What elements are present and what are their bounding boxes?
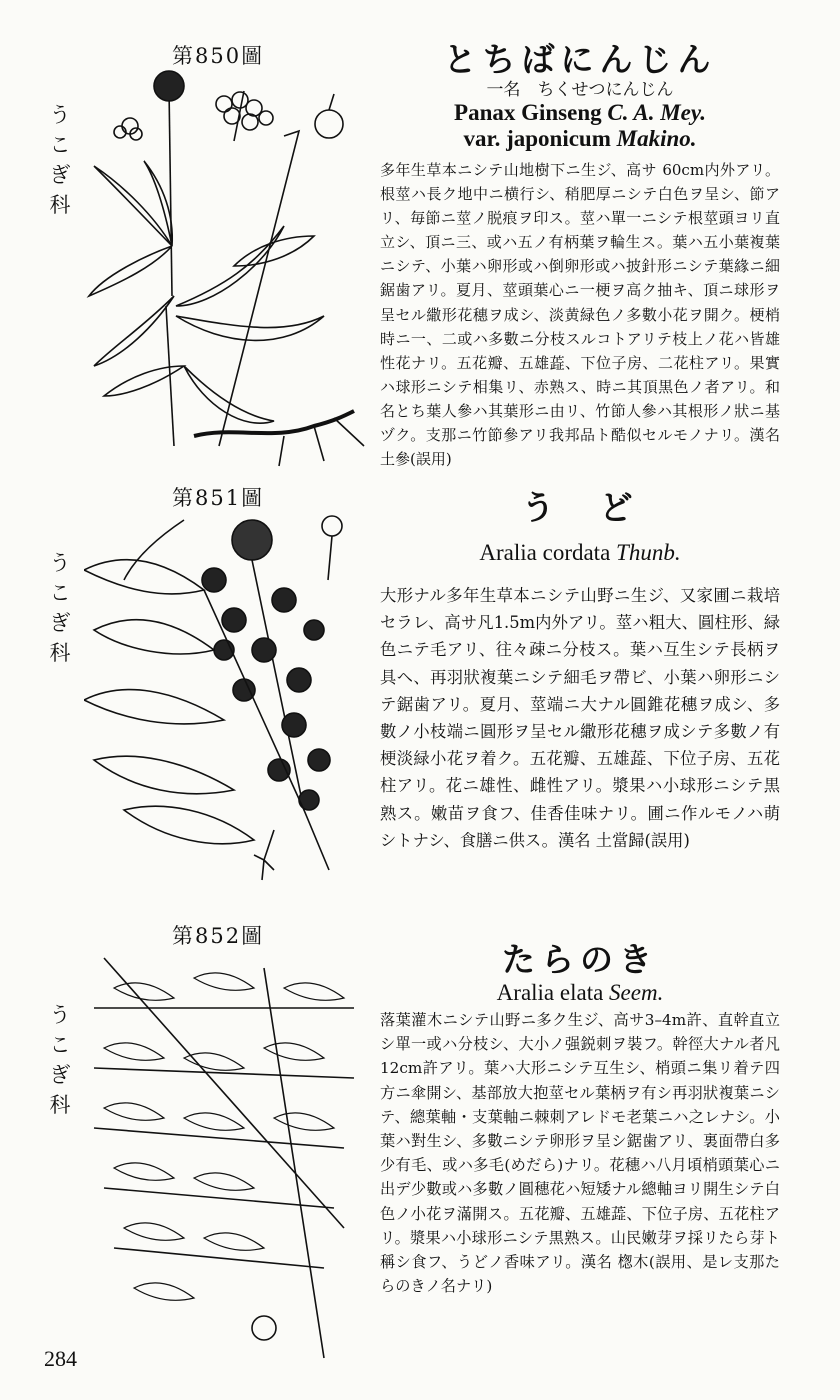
entry-851 bbox=[380, 488, 780, 854]
latin-name: Aralia elata Seem. bbox=[496, 980, 664, 1005]
illustration-panax-ginseng bbox=[84, 66, 374, 468]
family-label: う こ ぎ 科 bbox=[49, 1003, 71, 1117]
page-number: 284 bbox=[44, 1346, 77, 1371]
family-label: う こ ぎ 科 bbox=[49, 551, 71, 665]
plant-description: 多年生草本ニシテ山地樹下ニ生ジ、高サ 60cm内外アリ。根莖ハ長ク地中ニ横行シ、稍肥厚ニシテ白色ヲ呈シ、節アリ、毎節ニ莖ノ脱痕ヲ印ス。莖ハ單一ニシテ根莖頭ヨリ直立シ、頂ニ三、或ハ五ノ有柄葉ヲ輪生ス。葉ハ五小葉複葉ニシテ、小葉ハ卵形或ハ倒卵形或ハ披針形ニシテ葉緣ニ細鋸歯アリ。夏月、莖頭葉心ニ一梗ヲ高ク抽キ、頂ニ球形ヲ呈セル繖形花穗ヲ成シ、淡黄緑色ノ多數小花ヲ開ク。梗梢時ニ一、二或ハ多數ニ分枝スルコトアリテ枝上ノ花ハ皆雄性花ナリ。五花瓣、五雄蕋、下位子房、二花柱アリ。果實ハ球形ニシテ相集リ、赤熟ス、時ニ其頂黒色ノ者アリ。和名とち葉人參ハ其葉形ニ由リ、竹節人參ハ其根形ノ狀ニ基ヅク。支那ニ竹節參アリ我邦品ト酷似セルモノナリ。漢名 土參(誤用) bbox=[380, 161, 780, 469]
plant-name-jp: たらのき bbox=[502, 940, 658, 979]
plant-description: 大形ナル多年生草本ニシテ山野ニ生ジ、又家圃ニ栽培セラレ、高サ凡1.5m内外アリ。莖ハ粗大、圓柱形、緑色ニテ毛アリ、往々疎ニ分枝ス。葉ハ互生シテ長柄ヲ具ヘ、再羽狀複葉ニシテ細毛ヲ帶ビ、小葉ハ卵形ニシテ鋸歯アリ。夏月、莖端ニ大ナル圓錐花穗ヲ成シ、多數ノ小枝端ニ圓形ヲ呈セル繖形花穗ヲ成シテ多數ノ有梗淡緑小花ヲ着ク。五花瓣、五雄蕋、下位子房、五花柱アリ。花ニ雄性、雌性アリ。漿果ハ小球形ニシテ黒熟ス。嫩苗ヲ食フ、佳香佳味ナリ。圃ニ作ルモノハ萌シトナシ、食膳ニ供ス。漢名 土當歸(誤用) bbox=[380, 586, 780, 850]
latin-name: Panax Ginseng C. A. Mey. bbox=[454, 100, 706, 125]
plant-description: 落葉灌木ニシテ山野ニ多ク生ジ、高サ3–4m許、直幹直立シ單一或ハ分枝シ、大小ノ强鋭刺ヲ裝フ。幹徑大ナル者凡12cm許アリ。葉ハ大形ニシテ互生シ、梢頭ニ集リ着テ四方ニ傘開シ、基部放大抱莖セル葉柄ヲ有シ再羽狀複葉ニシテ、總葉軸・支葉軸ニ棘刺アレドモ老葉ニハ之レナシ。小葉ハ對生シ、多數ニシテ卵形ヲ呈シ鋸歯アリ、裏面帶白多少有毛、或ハ多毛(めだら)ナリ。花穗ハ八月頃梢頭葉心ニ出デ少數或ハ多數ノ圓穗花ハ短矮ナル總軸ヨリ開生シテ白色ノ小花ヲ滿開ス。五花瓣、五雄蕋、下位子房、五花柱アリ。漿果ハ小球形ニシテ黒熟ス。山民嫩芽ヲ採リたら芽ト稱シ食フ、うどノ香味アリ。漢名 楤木(誤用、是レ支那たらのきノ名ナリ) bbox=[380, 1011, 780, 1296]
plant-name-jp: う ど bbox=[521, 488, 639, 527]
entry-852 bbox=[380, 940, 780, 1298]
entry-850 bbox=[380, 40, 780, 471]
figure-number: 第851圖 bbox=[172, 486, 265, 510]
latin-name: Aralia cordata Thunb. bbox=[479, 540, 681, 565]
latin-variety: var. japonicum Makino. bbox=[463, 126, 697, 151]
figure-number: 第850圖 bbox=[172, 44, 265, 68]
family-label: う こ ぎ 科 bbox=[49, 103, 71, 217]
illustration-aralia-cordata bbox=[84, 510, 364, 910]
illustration-aralia-elata bbox=[84, 948, 374, 1368]
plant-alt-name: 一名 ちくせつにんじん bbox=[486, 80, 674, 100]
plant-name-jp: とちばにんじん bbox=[443, 40, 717, 79]
figure-number: 第852圖 bbox=[172, 924, 265, 948]
